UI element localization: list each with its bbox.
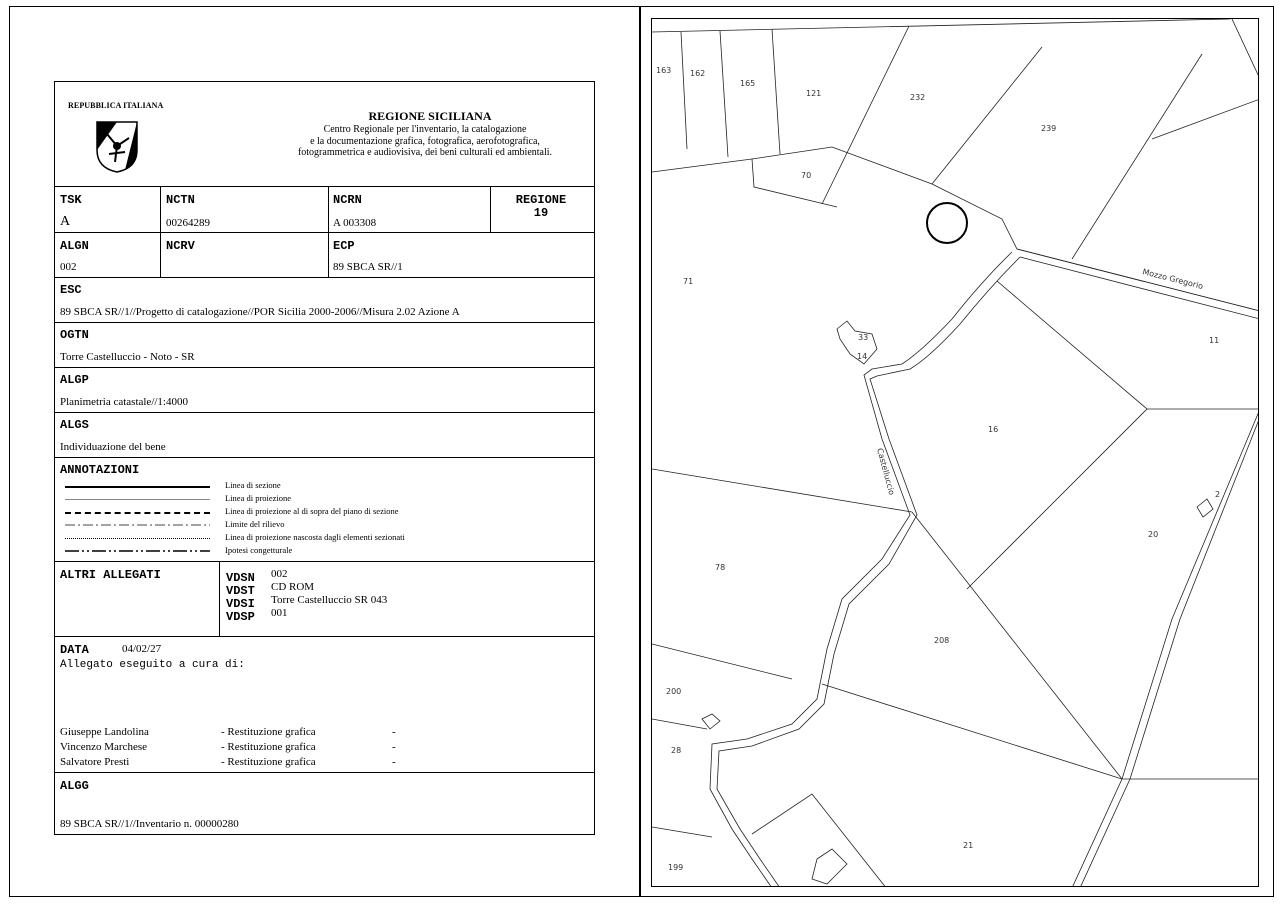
card-header — [55, 82, 594, 187]
svg-text:199: 199 — [668, 863, 684, 872]
svg-text:165: 165 — [740, 79, 756, 88]
allegato-vdsi: VDSI Torre Castelluccio SR 043 — [226, 594, 388, 611]
svg-text:121: 121 — [806, 89, 822, 98]
svg-text:Castelluccio: Castelluccio — [875, 447, 897, 497]
svg-text:71: 71 — [683, 277, 694, 286]
roads — [710, 249, 1259, 887]
field-algg: ALGG 89 SBCA SR//1//Inventario n. 00000280 — [60, 779, 239, 830]
field-esc: ESC 89 SBCA SR//1//Progetto di catalogazione//POR Sicilia 2000-2006//Misura 2.02 Azione A — [55, 278, 594, 323]
svg-text:163: 163 — [656, 66, 672, 75]
location-marker-icon — [927, 203, 967, 243]
field-regione: REGIONE 19 — [490, 187, 596, 232]
field-annotazioni: ANNOTAZIONI Linea di sezione Linea di proiezione Linea di proiezione al di sopra del piano di sezione Limite del rilievo Linea di proiezione nascosta dagli elementi sezionati Ipotesi congetturale — [55, 458, 594, 562]
legend-item-ipotesi: Ipotesi congetturale — [225, 545, 293, 555]
svg-text:20: 20 — [1148, 530, 1159, 539]
field-altri-allegati: ALTRI ALLEGATI — [60, 568, 161, 582]
field-ncrv: NCRV — [160, 233, 328, 277]
row-algn — [55, 233, 594, 278]
cadastral-map — [651, 18, 1259, 887]
svg-text:33: 33 — [858, 333, 869, 342]
svg-text:16: 16 — [988, 425, 999, 434]
catalogue-card — [54, 81, 595, 835]
field-data: DATA 04/02/27 Allegato eseguito a cura di: Giuseppe Landolina - Restituzione grafica - Vincenzo Marchese - Restituzione grafica - Salvatore Presti - Restituzione grafica - — [55, 637, 594, 773]
svg-text:28: 28 — [671, 746, 682, 755]
svg-text:162: 162 — [690, 69, 706, 78]
parcel-boundaries — [652, 19, 1259, 887]
map-drawing — [652, 19, 1259, 887]
svg-text:208: 208 — [934, 636, 950, 645]
field-ecp: ECP 89 SBCA SR//1 — [328, 233, 596, 277]
svg-text:70: 70 — [801, 171, 812, 180]
svg-text:Mozzo Gregorio: Mozzo Gregorio — [1141, 267, 1205, 292]
svg-text:78: 78 — [715, 563, 726, 572]
republic-label: REPUBBLICA ITALIANA — [68, 101, 164, 110]
page-divider — [639, 6, 641, 897]
svg-text:21: 21 — [963, 841, 974, 850]
svg-text:200: 200 — [666, 687, 682, 696]
field-tsk: TSK A — [60, 193, 82, 229]
row-tsk — [55, 187, 594, 233]
allegato-vdsp: VDSP 001 — [226, 607, 288, 624]
region-subtitle: Centro Regionale per l'inventario, la catalogazione e la documentazione grafica, fotografica, aerofotografica, fotogrammetrica e audiovisiva, dei beni culturali ed ambientali. — [297, 124, 553, 158]
field-algs: ALGS Individuazione del bene — [55, 413, 594, 458]
field-ogtn: OGTN Torre Castelluccio - Noto - SR — [55, 323, 594, 368]
allegati-list — [219, 562, 596, 636]
region-title: REGIONE SICILIANA — [368, 109, 492, 123]
region-emblem-icon — [95, 120, 139, 174]
cura-label: Allegato eseguito a cura di: — [60, 659, 245, 671]
svg-text:11: 11 — [1209, 336, 1220, 345]
field-nctn: NCTN 00264289 — [160, 187, 328, 232]
svg-text:14: 14 — [857, 352, 868, 361]
allegato-vdsn: VDSN 002 — [226, 568, 288, 585]
svg-text:2: 2 — [1215, 490, 1221, 499]
field-algn: ALGN 002 — [60, 239, 89, 273]
field-ncrn: NCRN A 003308 — [328, 187, 490, 232]
svg-text:232: 232 — [910, 93, 926, 102]
legend-item-proiezione-sopra: Linea di proiezione al di sopra del piano di sezione — [65, 506, 585, 519]
svg-text:239: 239 — [1041, 124, 1057, 133]
legend-item-proiezione-nascosta: Linea di proiezione nascosta dagli elementi sezionati — [65, 532, 585, 545]
row-allegati — [55, 562, 594, 637]
legend-item-sezione: Linea di sezione — [65, 480, 585, 493]
legend-item-proiezione: Linea di proiezione — [65, 493, 585, 506]
legend-item-limite-rilievo: Limite del rilievo — [225, 519, 285, 529]
buildings — [702, 321, 1213, 884]
allegato-vdst: VDST CD ROM — [226, 581, 315, 598]
field-algp: ALGP Planimetria catastale//1:4000 — [55, 368, 594, 413]
